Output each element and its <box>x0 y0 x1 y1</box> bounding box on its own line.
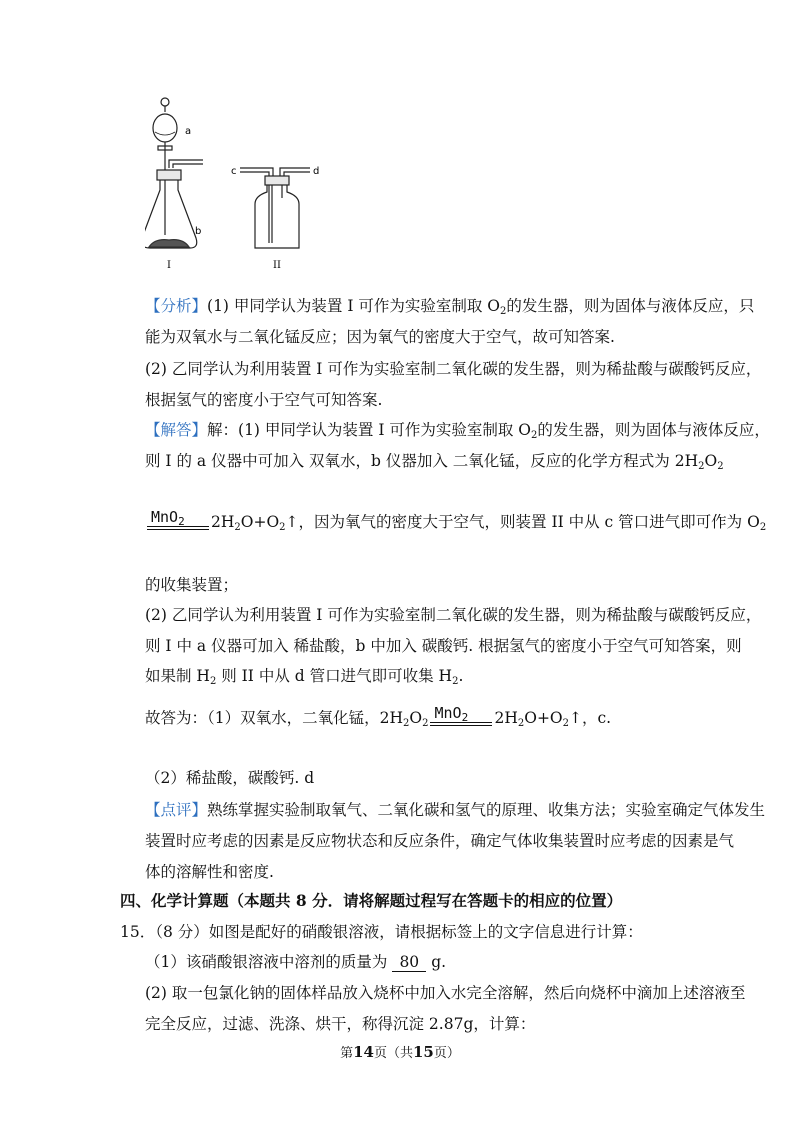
label-a: a <box>185 126 192 137</box>
caption-two: II <box>273 260 281 271</box>
question-15-line-1: 15．（8 分）如图是配好的硝酸银溶液，请根据标签上的文字信息进行计算： <box>120 923 643 941</box>
comment-line-2: 装置时应考虑的因素是反应物状态和反应条件，确定气体收集装置时应考虑的因素是气 <box>145 832 735 850</box>
analysis-line-2: 能为双氧水与二氧化锰反应；因为氧气的密度大于空气，故可知答案. <box>145 328 615 346</box>
section-title: 四、化学计算题（本题共 8 分．请将解题过程写在答题卡的相应的位置） <box>120 891 623 910</box>
comment-line-1: 【点评】熟练掌握实验制取氧气、二氧化碳和氢气的原理、收集方法；实验室确定气体发生 <box>145 801 766 819</box>
total-pages: 15 <box>413 1043 434 1061</box>
question-15-line-2: （1）该硝酸银溶液中溶剂的质量为 80 g. <box>145 953 447 971</box>
analysis-line-4: 根据氢气的密度小于空气可知答案. <box>145 391 383 409</box>
answer-line-8: 故答为：（1）双氧水，二氧化锰，$2H_2O_2$ MnO$_2$ $2H_2O+O_2↑$，c. <box>145 704 612 729</box>
answer-line-1: 【解答】解：(1) 甲同学认为装置 I 可作为实验室制取 $O_2$的发生器，则为固体与液体反应， <box>145 421 770 441</box>
analysis-tag: 【分析】 <box>145 297 208 315</box>
question-15-line-3: (2) 取一包氯化钠的固体样品放入烧杯中加入水完全溶解，然后向烧杯中滴加上述溶液至 <box>145 984 746 1002</box>
answer-line-9: （2）稀盐酸，碳酸钙. d <box>145 769 315 787</box>
label-b: b <box>195 226 202 237</box>
answer-tag: 【解答】 <box>145 421 208 439</box>
answer-line-4: 的收集装置； <box>145 576 239 594</box>
answer-line-5: (2) 乙同学认为利用装置 I 可作为实验室制二氧化碳的发生器，则为稀盐酸与碳酸钙反应， <box>145 606 762 624</box>
comment-tag: 【点评】 <box>145 801 208 819</box>
page-number: 14 <box>353 1043 374 1061</box>
answer-line-7: 如果制 $H_2$ 则 II 中从 d 管口进气即可收集 $H_2$. <box>145 667 464 687</box>
analysis-line-1: 【分析】(1) 甲同学认为装置 I 可作为实验室制取 $O_2$的发生器，则为固体与液体反应，只 <box>145 297 755 317</box>
caption-one: I <box>167 260 171 271</box>
answer-blank: 80 <box>392 954 426 972</box>
question-15-line-4: 完全反应，过滤、洗涤、烘干，称得沉淀 2.87g，计算： <box>145 1015 536 1033</box>
apparatus-two <box>240 168 310 248</box>
label-c: c <box>231 166 237 177</box>
catalyst-arrow-2: MnO$_2$ <box>430 709 492 729</box>
answer-line-2: 则 I 的 a 仪器中可加入 双氧水，b 仪器加入 二氧化锰，反应的化学方程式为 $2H_2O_2$ <box>145 452 724 472</box>
page-footer: 第14页（共15页） <box>340 1043 460 1061</box>
label-d: d <box>313 166 320 177</box>
analysis-line-3: (2) 乙同学认为利用装置 I 可作为实验室制二氧化碳的发生器，则为稀盐酸与碳酸钙反应， <box>145 360 762 378</box>
answer-line-3: MnO$_2$ $2H_2O+O_2↑$，因为氧气的密度大于空气，则装置 II 中从 c 管口进气即可作为 $O_2$ <box>145 512 766 533</box>
apparatus-figure <box>145 90 345 275</box>
catalyst-arrow: MnO$_2$ <box>147 513 209 533</box>
comment-line-3: 体的溶解性和密度. <box>145 863 274 881</box>
answer-line-6: 则 I 中 a 仪器可加入 稀盐酸，b 中加入 碳酸钙. 根据氢气的密度小于空气可知答案，则 <box>145 637 742 655</box>
